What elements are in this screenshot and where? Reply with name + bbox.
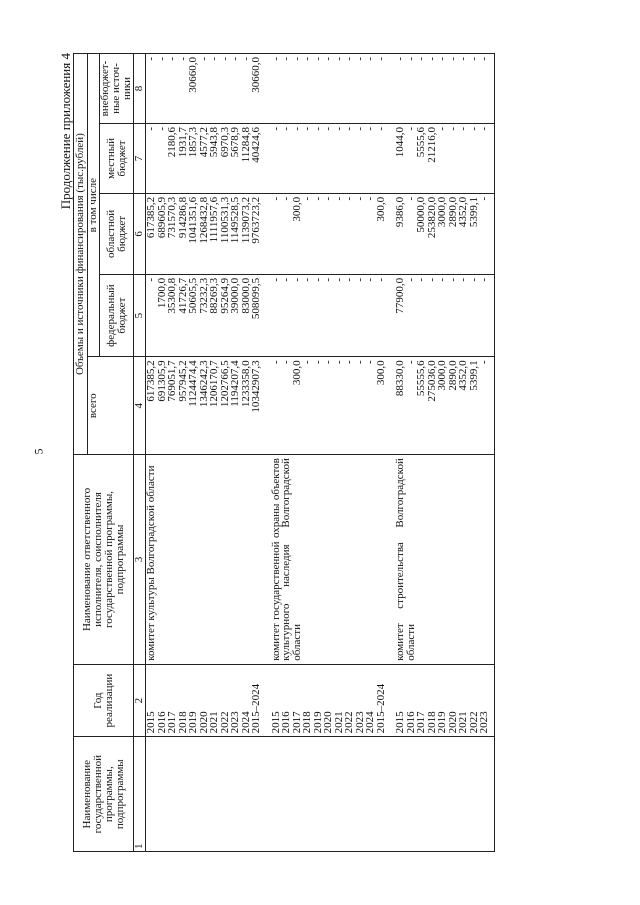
regional-cell: - (313, 193, 324, 274)
local-cell: - (406, 124, 417, 194)
federal-cell: 77900,0 (395, 274, 406, 356)
extra-cell: - (448, 54, 459, 124)
program-cell (355, 737, 366, 852)
extra-cell: - (469, 54, 480, 124)
year-cell: 2021 (334, 664, 345, 737)
year-cell: 2023 (230, 664, 241, 737)
extra-cell: - (395, 54, 406, 124)
regional-cell: - (281, 193, 292, 274)
program-cell (416, 737, 427, 852)
federal-cell: - (406, 274, 417, 356)
extra-cell: - (427, 54, 438, 124)
bottom-cell (490, 455, 495, 665)
regional-cell: 689605,9 (157, 193, 168, 274)
total-cell: - (323, 357, 334, 455)
regional-cell: 914286,8 (178, 193, 189, 274)
federal-cell: - (334, 274, 345, 356)
header-federal: федеральный бюджет (100, 274, 134, 356)
year-cell: 2015–2024 (376, 664, 387, 737)
bottom-cell (490, 274, 495, 356)
local-cell: - (365, 124, 376, 194)
federal-cell: - (448, 274, 459, 356)
regional-cell: - (302, 193, 313, 274)
header-executor: Наименование ответственного исполнителя, соисполнителя государственной программы, подпрограммы (74, 455, 134, 665)
executor-cell: комитет государственной охраны объектов культурного наследия Волгоградской области (271, 455, 387, 665)
year-cell: 2021 (458, 664, 469, 737)
program-cell (458, 737, 469, 852)
regional-cell: 300,0 (292, 193, 303, 274)
extra-cell: - (146, 54, 157, 124)
program-cell (469, 737, 480, 852)
program-cell (376, 737, 387, 852)
federal-cell: - (281, 274, 292, 356)
year-cell: 2023 (355, 664, 366, 737)
program-cell (292, 737, 303, 852)
regional-cell: 4352,0 (458, 193, 469, 274)
extra-cell: - (241, 54, 252, 124)
federal-cell: 35300,8 (167, 274, 178, 356)
federal-cell: 83000,0 (241, 274, 252, 356)
extra-cell: 30660,0 (251, 54, 262, 124)
bottom-cell (490, 54, 495, 124)
total-cell: 1206170,7 (209, 357, 220, 455)
year-cell: 2021 (209, 664, 220, 737)
header-extra: внебюджет-ные источ-ники (100, 54, 134, 124)
col-number: 1 (134, 737, 146, 852)
table-row (251, 54, 262, 852)
total-cell: - (355, 357, 366, 455)
program-cell (199, 737, 210, 852)
local-cell: - (323, 124, 334, 194)
year-cell: 2019 (188, 664, 199, 737)
federal-cell: - (323, 274, 334, 356)
total-cell: - (281, 357, 292, 455)
local-cell: - (271, 124, 282, 194)
total-cell: 2890,0 (448, 357, 459, 455)
table-row (458, 54, 469, 852)
federal-cell: 39000,0 (230, 274, 241, 356)
regional-cell: 731570,3 (167, 193, 178, 274)
year-cell: 2019 (437, 664, 448, 737)
spacer-cell (262, 274, 271, 356)
table-row (344, 54, 355, 852)
program-cell (334, 737, 345, 852)
local-cell: 11284,8 (241, 124, 252, 194)
federal-cell: - (313, 274, 324, 356)
extra-cell: - (292, 54, 303, 124)
year-cell: 2024 (365, 664, 376, 737)
total-cell: 4352,0 (458, 357, 469, 455)
total-cell: 3000,0 (437, 357, 448, 455)
appendix-label: Продолжение приложения 4 (58, 53, 73, 210)
federal-cell: - (427, 274, 438, 356)
table-row (376, 54, 387, 852)
local-cell: - (334, 124, 345, 194)
local-cell: 5678,9 (230, 124, 241, 194)
program-cell (281, 737, 292, 852)
program-cell (365, 737, 376, 852)
local-cell: - (355, 124, 366, 194)
regional-cell: - (344, 193, 355, 274)
local-cell: - (281, 124, 292, 194)
extra-cell: - (376, 54, 387, 124)
federal-cell: 508099,5 (251, 274, 262, 356)
local-cell: 4577,2 (199, 124, 210, 194)
program-cell (146, 737, 157, 852)
extra-cell: - (302, 54, 313, 124)
bottom-cell (490, 193, 495, 274)
table-row (395, 54, 406, 852)
table-row (146, 54, 157, 852)
federal-cell: 88269,3 (209, 274, 220, 356)
table-row (209, 54, 220, 852)
total-cell: - (271, 357, 282, 455)
extra-cell: - (167, 54, 178, 124)
total-cell: 275036,0 (427, 357, 438, 455)
federal-cell: - (271, 274, 282, 356)
table-row (188, 54, 199, 852)
col-number: 8 (134, 54, 146, 124)
year-cell: 2018 (302, 664, 313, 737)
year-cell: 2015 (395, 664, 406, 737)
regional-cell: 253820,0 (427, 193, 438, 274)
program-cell (230, 737, 241, 852)
regional-cell: 50000,0 (416, 193, 427, 274)
extra-cell: - (199, 54, 210, 124)
federal-cell: - (437, 274, 448, 356)
local-cell: - (458, 124, 469, 194)
year-cell: 2017 (167, 664, 178, 737)
local-cell: - (437, 124, 448, 194)
local-cell: - (157, 124, 168, 194)
program-cell (241, 737, 252, 852)
total-cell: 1124474,4 (188, 357, 199, 455)
col-number: 7 (134, 124, 146, 194)
year-cell: 2023 (479, 664, 490, 737)
table-row (302, 54, 313, 852)
total-cell: 617385,2 (146, 357, 157, 455)
year-cell: 2020 (323, 664, 334, 737)
program-cell (313, 737, 324, 852)
spacer-cell (262, 193, 271, 274)
header-program: Наименование государственной программы, подпрограммы (74, 737, 134, 852)
header-year: Год реализации (74, 664, 134, 737)
regional-cell: 617385,2 (146, 193, 157, 274)
program-cell (251, 737, 262, 852)
table-body (146, 54, 495, 852)
total-cell: 1202766,5 (220, 357, 231, 455)
spacer-cell (262, 124, 271, 194)
total-cell: - (344, 357, 355, 455)
local-cell: - (344, 124, 355, 194)
program-cell (188, 737, 199, 852)
table-row (365, 54, 376, 852)
extra-cell: - (416, 54, 427, 124)
program-cell (479, 737, 490, 852)
federal-cell: - (355, 274, 366, 356)
total-cell: 55555,6 (416, 357, 427, 455)
program-cell (344, 737, 355, 852)
table-row (167, 54, 178, 852)
total-cell: - (334, 357, 345, 455)
year-cell: 2016 (406, 664, 417, 737)
federal-cell: - (365, 274, 376, 356)
local-cell: 2180,6 (167, 124, 178, 194)
total-cell: - (365, 357, 376, 455)
extra-cell: - (178, 54, 189, 124)
spacer-cell (386, 737, 395, 852)
total-cell: 1346242,3 (199, 357, 210, 455)
year-cell: 2024 (241, 664, 252, 737)
federal-cell: - (458, 274, 469, 356)
federal-cell: 1700,0 (157, 274, 168, 356)
federal-cell: 41726,7 (178, 274, 189, 356)
program-cell (437, 737, 448, 852)
regional-cell: 1100531,3 (220, 193, 231, 274)
col-number: 4 (134, 357, 146, 455)
col-number: 2 (134, 664, 146, 737)
regional-cell: 1149528,5 (230, 193, 241, 274)
federal-cell: - (376, 274, 387, 356)
total-cell: - (313, 357, 324, 455)
total-cell: - (302, 357, 313, 455)
regional-cell: 9763723,2 (251, 193, 262, 274)
year-cell: 2022 (220, 664, 231, 737)
col-number: 3 (134, 455, 146, 665)
federal-cell: - (416, 274, 427, 356)
local-cell: 21216,0 (427, 124, 438, 194)
year-cell: 2020 (199, 664, 210, 737)
extra-cell: - (271, 54, 282, 124)
federal-cell: 95264,9 (220, 274, 231, 356)
total-cell: 300,0 (376, 357, 387, 455)
header-local: местный бюджет (100, 124, 134, 194)
year-cell: 2015 (146, 664, 157, 737)
extra-cell: - (323, 54, 334, 124)
total-cell: - (406, 357, 417, 455)
program-cell (406, 737, 417, 852)
local-cell: - (376, 124, 387, 194)
local-cell: 6970,3 (220, 124, 231, 194)
extra-cell: - (220, 54, 231, 124)
col-number: 6 (134, 193, 146, 274)
federal-cell: - (344, 274, 355, 356)
extra-cell: - (479, 54, 490, 124)
federal-cell: 50605,5 (188, 274, 199, 356)
total-cell: 1233358,0 (241, 357, 252, 455)
local-cell: - (302, 124, 313, 194)
total-cell: 5399,1 (469, 357, 480, 455)
local-cell: 40424,6 (251, 124, 262, 194)
extra-cell: - (313, 54, 324, 124)
regional-cell: - (334, 193, 345, 274)
header-total: всего (88, 357, 134, 455)
regional-cell: - (355, 193, 366, 274)
regional-cell: 2890,0 (448, 193, 459, 274)
year-cell: 2022 (344, 664, 355, 737)
financing-table (73, 53, 495, 852)
year-cell: 2017 (292, 664, 303, 737)
year-cell: 2019 (313, 664, 324, 737)
regional-cell: - (365, 193, 376, 274)
executor-cell: комитет строительства Волгоградской области (395, 455, 490, 665)
federal-cell: 73232,3 (199, 274, 210, 356)
bottom-cell (490, 124, 495, 194)
header-including: в том числе (88, 54, 100, 357)
extra-cell: 30660,0 (188, 54, 199, 124)
year-cell: 2016 (157, 664, 168, 737)
extra-cell: - (157, 54, 168, 124)
total-cell: 957945,2 (178, 357, 189, 455)
program-cell (427, 737, 438, 852)
year-cell: 2018 (427, 664, 438, 737)
regional-cell: - (323, 193, 334, 274)
year-cell: 2017 (416, 664, 427, 737)
year-cell: 2020 (448, 664, 459, 737)
federal-cell: - (292, 274, 303, 356)
total-cell: 300,0 (292, 357, 303, 455)
extra-cell: - (281, 54, 292, 124)
total-cell: 769051,7 (167, 357, 178, 455)
table-row (281, 54, 292, 852)
page-number: 5 (31, 448, 46, 455)
extra-cell: - (209, 54, 220, 124)
extra-cell: - (406, 54, 417, 124)
total-cell: 1194207,4 (230, 357, 241, 455)
federal-cell: - (146, 274, 157, 356)
total-cell: 10342907,3 (251, 357, 262, 455)
regional-cell: - (479, 193, 490, 274)
local-cell: - (146, 124, 157, 194)
executor-cell: комитет культуры Волгоградской области (146, 455, 262, 665)
regional-cell: 1268432,8 (199, 193, 210, 274)
federal-cell: - (302, 274, 313, 356)
program-cell (395, 737, 406, 852)
table-row (416, 54, 427, 852)
extra-cell: - (458, 54, 469, 124)
table-row (479, 54, 490, 852)
local-cell: 1044,0 (395, 124, 406, 194)
regional-cell: 5399,1 (469, 193, 480, 274)
header-funding: Объемы и источники финансирования (тыс.рублей) (74, 54, 88, 455)
table-row (323, 54, 334, 852)
program-cell (167, 737, 178, 852)
local-cell: - (292, 124, 303, 194)
program-cell (271, 737, 282, 852)
col-number: 5 (134, 274, 146, 356)
local-cell: - (448, 124, 459, 194)
regional-cell: - (271, 193, 282, 274)
spacer-cell (262, 737, 271, 852)
program-cell (209, 737, 220, 852)
extra-cell: - (365, 54, 376, 124)
extra-cell: - (230, 54, 241, 124)
year-cell: 2022 (469, 664, 480, 737)
regional-cell: 300,0 (376, 193, 387, 274)
year-cell: 2018 (178, 664, 189, 737)
program-cell (448, 737, 459, 852)
header-regional: областной бюджет (100, 193, 134, 274)
local-cell: - (479, 124, 490, 194)
year-cell: 2015 (271, 664, 282, 737)
table-row (230, 54, 241, 852)
spacer-cell (262, 357, 271, 455)
year-cell: 2016 (281, 664, 292, 737)
extra-cell: - (334, 54, 345, 124)
regional-cell: 1111957,6 (209, 193, 220, 274)
total-cell: - (479, 357, 490, 455)
regional-cell: 1041351,6 (188, 193, 199, 274)
spacer-cell (262, 54, 271, 124)
local-cell: 5943,8 (209, 124, 220, 194)
total-cell: 88330,0 (395, 357, 406, 455)
total-cell: 691305,9 (157, 357, 168, 455)
federal-cell: - (469, 274, 480, 356)
program-cell (157, 737, 168, 852)
program-cell (178, 737, 189, 852)
regional-cell: 9386,0 (395, 193, 406, 274)
year-cell: 2015–2024 (251, 664, 262, 737)
extra-cell: - (355, 54, 366, 124)
regional-cell: - (406, 193, 417, 274)
bottom-cell (490, 357, 495, 455)
local-cell: 1931,7 (178, 124, 189, 194)
table-row (437, 54, 448, 852)
program-cell (323, 737, 334, 852)
regional-cell: 1139073,2 (241, 193, 252, 274)
program-cell (220, 737, 231, 852)
bottom-cell (490, 664, 495, 737)
local-cell: - (469, 124, 480, 194)
spacer-cell (386, 54, 395, 124)
program-cell (302, 737, 313, 852)
extra-cell: - (437, 54, 448, 124)
local-cell: 1857,3 (188, 124, 199, 194)
local-cell: - (313, 124, 324, 194)
extra-cell: - (344, 54, 355, 124)
regional-cell: 3000,0 (437, 193, 448, 274)
federal-cell: - (479, 274, 490, 356)
local-cell: 5555,6 (416, 124, 427, 194)
bottom-cell (490, 737, 495, 852)
